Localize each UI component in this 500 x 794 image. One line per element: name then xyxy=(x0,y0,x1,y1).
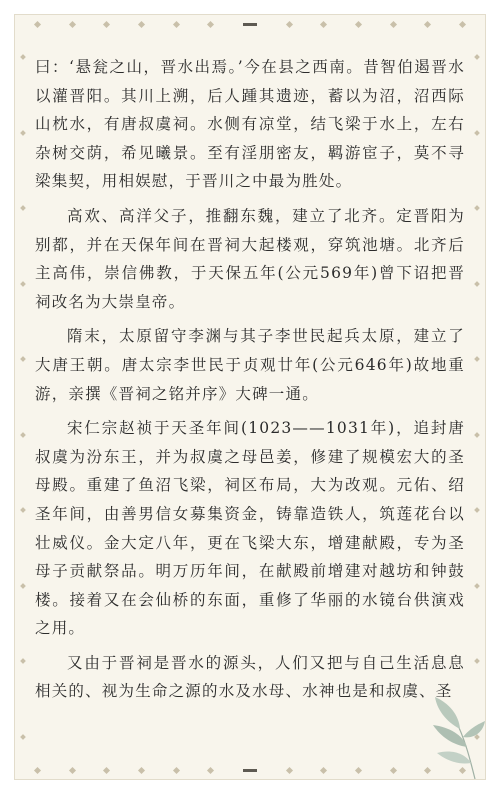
diamond-icon xyxy=(459,20,466,27)
diamond-icon xyxy=(20,205,26,211)
diamond-icon xyxy=(474,356,480,362)
diamond-icon xyxy=(474,659,480,665)
diamond-icon xyxy=(103,766,110,773)
left-ornament-border xyxy=(19,55,27,739)
diamond-icon xyxy=(20,54,26,60)
diamond-icon xyxy=(20,583,26,589)
diamond-icon xyxy=(424,20,431,27)
diamond-icon xyxy=(103,20,110,27)
diamond-icon xyxy=(390,766,397,773)
paragraph: 曰：‘悬瓮之山，晋水出焉。’今在县之西南。昔智伯遏晋水以灌晋阳。其川上溯，后人踵其遗迹，蓄以为沼，沼西际山枕水，有唐叔虞祠。水侧有凉堂，结飞梁于水上，左右杂树交荫，希见曦景。至有淫朋密友，羁游宦子，莫不寻梁集契，用相娱慰，于晋川之中最为胜处。 xyxy=(35,58,465,191)
diamond-icon xyxy=(34,20,41,27)
diamond-icon xyxy=(69,766,76,773)
diamond-icon xyxy=(20,281,26,287)
diamond-icon xyxy=(20,432,26,438)
diamond-icon xyxy=(474,432,480,438)
diamond-icon xyxy=(320,20,327,27)
article-body xyxy=(35,53,465,712)
diamond-icon xyxy=(474,205,480,211)
diamond-icon xyxy=(474,507,480,513)
document-page xyxy=(14,14,486,780)
plant-leaves-icon xyxy=(415,689,485,779)
top-ornament-border xyxy=(35,19,465,29)
bottom-ornament-border xyxy=(35,765,465,775)
diamond-icon xyxy=(20,734,26,740)
diamond-icon xyxy=(138,766,145,773)
diamond-icon xyxy=(173,20,180,27)
diamond-icon xyxy=(355,766,362,773)
diamond-icon xyxy=(320,766,327,773)
diamond-icon xyxy=(207,766,214,773)
diamond-icon xyxy=(20,130,26,136)
diamond-icon xyxy=(69,20,76,27)
diamond-icon xyxy=(474,54,480,60)
diamond-icon xyxy=(173,766,180,773)
diamond-icon xyxy=(286,20,293,27)
diamond-icon xyxy=(474,130,480,136)
diamond-icon xyxy=(355,20,362,27)
diamond-icon xyxy=(138,20,145,27)
diamond-icon xyxy=(474,281,480,287)
diamond-icon xyxy=(286,766,293,773)
diamond-icon xyxy=(390,20,397,27)
paragraph: 宋仁宗赵祯于天圣年间(1023——1031年)，追封唐叔虞为汾东王，并为叔虞之母邑姜，修建了规模宏大的圣母殿。重建了鱼沼飞梁，祠区布局，大为改观。元佑、绍圣年间，由善男信女募集资金，铸靠造铁人，筑莲花台以壮威仪。金大定八年，更在飞梁大东，增建献殿，专为圣母子贡献祭品。明万历年间，在献殿前增建对越坊和钟鼓楼。接着又在会仙桥的东面，重修了华丽的水镜台供演戏之用。 xyxy=(35,419,465,638)
paragraph: 高欢、高洋父子，推翻东魏，建立了北齐。定晋阳为别都，并在天保年间在晋祠大起楼观，穿筑池塘。北齐后主高伟，崇信佛教，于天保五年(公元569年)曾下诏把晋祠改名为大崇皇帝。 xyxy=(35,206,465,311)
diamond-icon xyxy=(20,659,26,665)
diamond-icon xyxy=(20,507,26,513)
paragraph: 隋末，太原留守李渊与其子李世民起兵太原，建立了大唐王朝。唐太宗李世民于贞观廿年(公元646年)故地重游，亲撰《晋祠之铭并序》大碑一通。 xyxy=(35,327,465,403)
diamond-icon xyxy=(207,20,214,27)
diamond-icon xyxy=(34,766,41,773)
paragraph: 又由于晋祠是晋水的源头，人们又把与自己生活息息相关的、视为生命之源的水及水母、水神也是和叔虞、圣 xyxy=(35,653,465,701)
center-bar-icon xyxy=(243,23,257,26)
center-bar-icon xyxy=(243,769,257,772)
right-ornament-border xyxy=(473,55,481,739)
diamond-icon xyxy=(20,356,26,362)
diamond-icon xyxy=(474,583,480,589)
